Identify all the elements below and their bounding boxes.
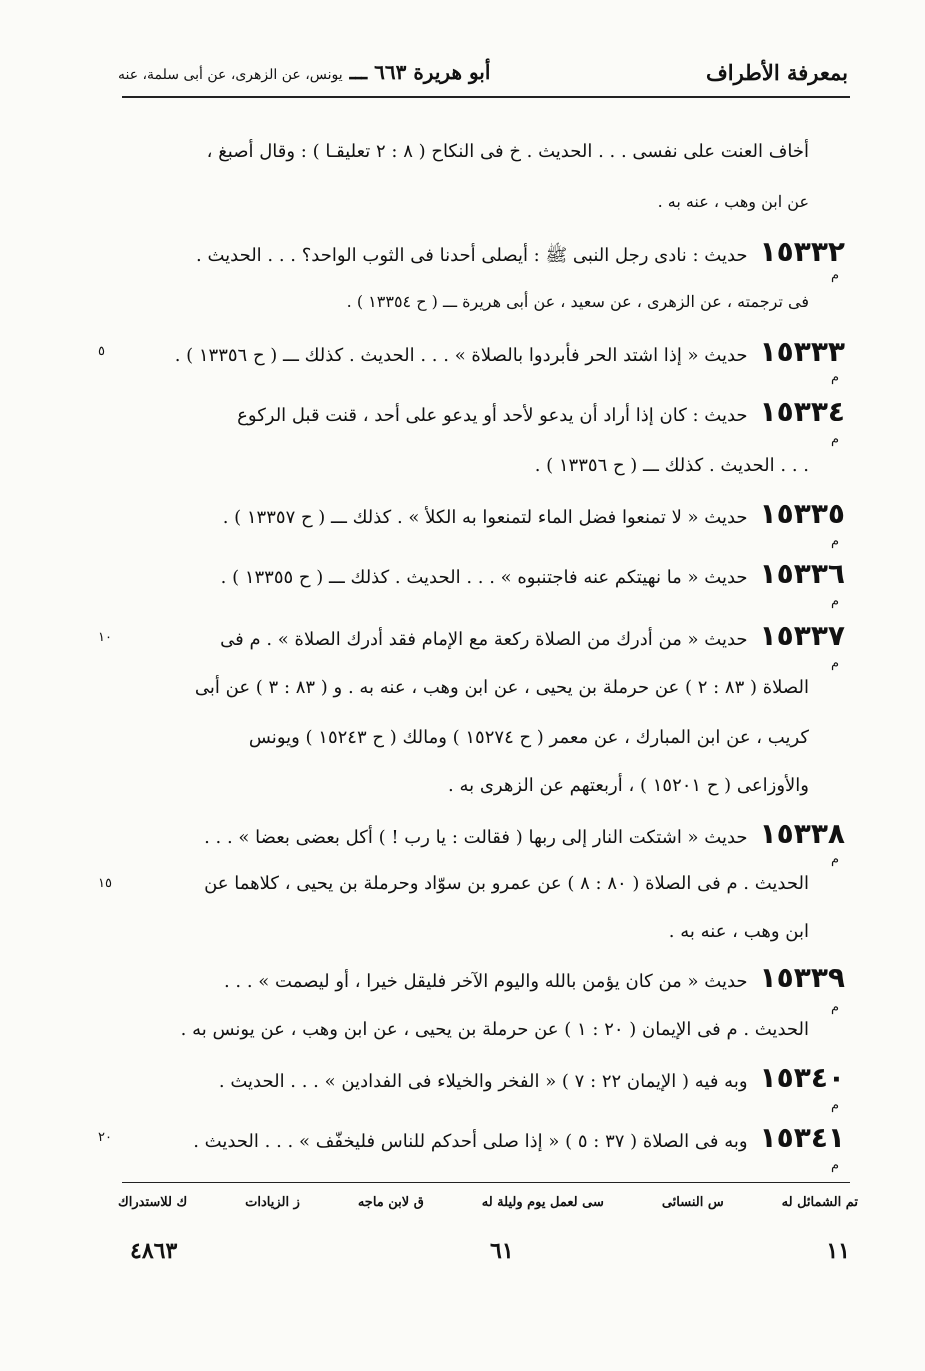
mark: م [830,1000,839,1015]
line-number: ٥ [98,344,105,359]
entry-number: ١٥٣٣٢ [759,235,845,268]
entry-text: حديث « ما نهيتكم عنه فاجتنبوه » . . . الحديث . كذلك ـــ ( ح ١٣٣٥٥ ) . [220,567,748,588]
entry-text: حديث « من كان يؤمن بالله واليوم الآخر فليقل خيرا ، أو ليصمت » . . . [223,971,748,992]
mark: م [830,656,839,671]
text-line: الحديث . م فى الإيمان ( ٢٠ : ١ ) عن حرملة بن يحيى ، عن ابن وهب ، عن يونس به . [180,1019,809,1040]
entry-number: ١٥٣٣٦ [759,557,845,590]
entry-15339 [223,961,845,996]
entry-number: ١٥٣٤٠ [759,1061,845,1094]
mark: م [830,594,839,609]
entry-text: حديث « اشتكت النار إلى ربها ( فقالت : يا رب ! ) أكل بعضى بعضا » . . . [204,827,748,848]
text-line: فى ترجمته ، عن الزهرى ، عن سعيد ، عن أبى هريرة ـــ ( ح ١٣٣٥٤ ) . [346,292,809,311]
footnote-rule [122,1182,850,1183]
entry-number: ١٥٣٣٣ [759,335,845,368]
entry-15336 [220,557,845,592]
line-number: ١٥ [98,876,112,891]
entry-number: ١٥٣٤١ [759,1121,845,1154]
cumulative-number: ٤٨٦٣ [130,1238,178,1264]
line-number: ١٠ [98,630,112,645]
mark: م [830,370,839,385]
footnote-item: سى لعمل يوم وليلة له [481,1195,604,1210]
footnote-item: س النسائى [661,1195,724,1210]
entry-15332 [196,235,845,270]
page-footer [130,1238,850,1264]
entry-15335 [222,497,845,532]
header-subtitle-main: أبو هريرة ٦٦٣ ـــ [349,60,491,84]
text-line: عن ابن وهب ، عنه به . [657,192,809,211]
header-title: بمعرفة الأطراف [705,59,848,85]
entry-15340 [218,1061,845,1096]
entry-number: ١٥٣٣٥ [759,497,845,530]
entry-15341 [193,1121,845,1156]
volume-number: ١١ [826,1238,850,1264]
entry-15334 [237,395,845,430]
entry-text: حديث « إذا اشتد الحر فأبردوا بالصلاة » . . . الحديث . كذلك ـــ ( ح ١٣٣٥٦ ) . [174,345,748,366]
entry-number: ١٥٣٣٩ [759,961,845,994]
entry-text: حديث « من أدرك من الصلاة ركعة مع الإمام فقد أدرك الصلاة » . م فى [220,629,748,650]
text-line: الصلاة ( ٨٣ : ٢ ) عن حرملة بن يحيى ، عن ابن وهب ، عنه به . و ( ٨٣ : ٣ ) عن أبى [194,677,809,698]
entry-number: ١٥٣٣٨ [759,817,845,850]
mark: م [830,268,839,283]
header-subtitle-small: يونس، عن الزهرى، عن أبى سلمة، عنه [118,67,343,83]
text-line: كريب ، عن ابن المبارك ، عن معمر ( ح ١٥٢٧٤ ) ومالك ( ح ١٥٢٤٣ ) ويونس [248,727,809,748]
text-line: أخاف العنت على نفسى . . . الحديث . خ فى النكاح ( ٨ : ٢ تعليقـا ) : وقال أصبغ ، [206,141,809,162]
header-rule [122,96,850,98]
entry-text: حديث « لا تمنعوا فضل الماء لتمنعوا به الكلأ » . كذلك ـــ ( ح ١٣٣٥٧ ) . [222,507,748,528]
line-number: ٢٠ [98,1130,112,1145]
mark: م [830,534,839,549]
footnote-item: ق لابن ماجه [357,1195,424,1210]
page-number: ٦١ [490,1238,514,1264]
footnote-abbreviations [118,1195,858,1210]
entry-text: وبه فيه ( الإيمان ٢٢ : ٧ ) « الفخر والخيلاء فى الفدادين » . . . الحديث . [218,1071,748,1092]
footnote-item: ز الزيادات [245,1195,300,1210]
entry-number: ١٥٣٣٤ [759,395,845,428]
mark: م [830,1158,839,1173]
mark: م [830,852,839,867]
mark: م [830,1098,839,1113]
entry-15338 [204,817,845,852]
header-subtitle [118,60,490,84]
entry-text: حديث : كان إذا أراد أن يدعو لأحد أو يدعو على أحد ، قنت قبل الركوع [237,405,748,426]
entry-text: وبه فى الصلاة ( ٣٧ : ٥ ) « إذا صلى أحدكم للناس فليخفّف » . . . الحديث . [193,1131,748,1152]
text-line: ابن وهب ، عنه به . [668,921,809,942]
footnote-item: ك للاستدراك [118,1195,188,1210]
running-header [118,52,848,92]
text-line: . . . الحديث . كذلك ـــ ( ح ١٣٣٥٦ ) . [534,455,809,476]
entry-15333 [174,335,845,370]
text-line: الحديث . م فى الصلاة ( ٨٠ : ٨ ) عن عمرو بن سوّاد وحرملة بن يحيى ، كلاهما عن [204,873,809,894]
footnote-item: تم الشمائل له [781,1195,858,1210]
mark: م [830,432,839,447]
entry-number: ١٥٣٣٧ [759,619,845,652]
entry-text: حديث : نادى رجل النبى ﷺ : أيصلى أحدنا فى الثوب الواحد؟ . . . الحديث . [196,245,748,266]
text-line: والأوزاعى ( ح ١٥٢٠١ ) ، أربعتهم عن الزهرى به . [448,775,809,796]
entry-15337 [220,619,845,654]
